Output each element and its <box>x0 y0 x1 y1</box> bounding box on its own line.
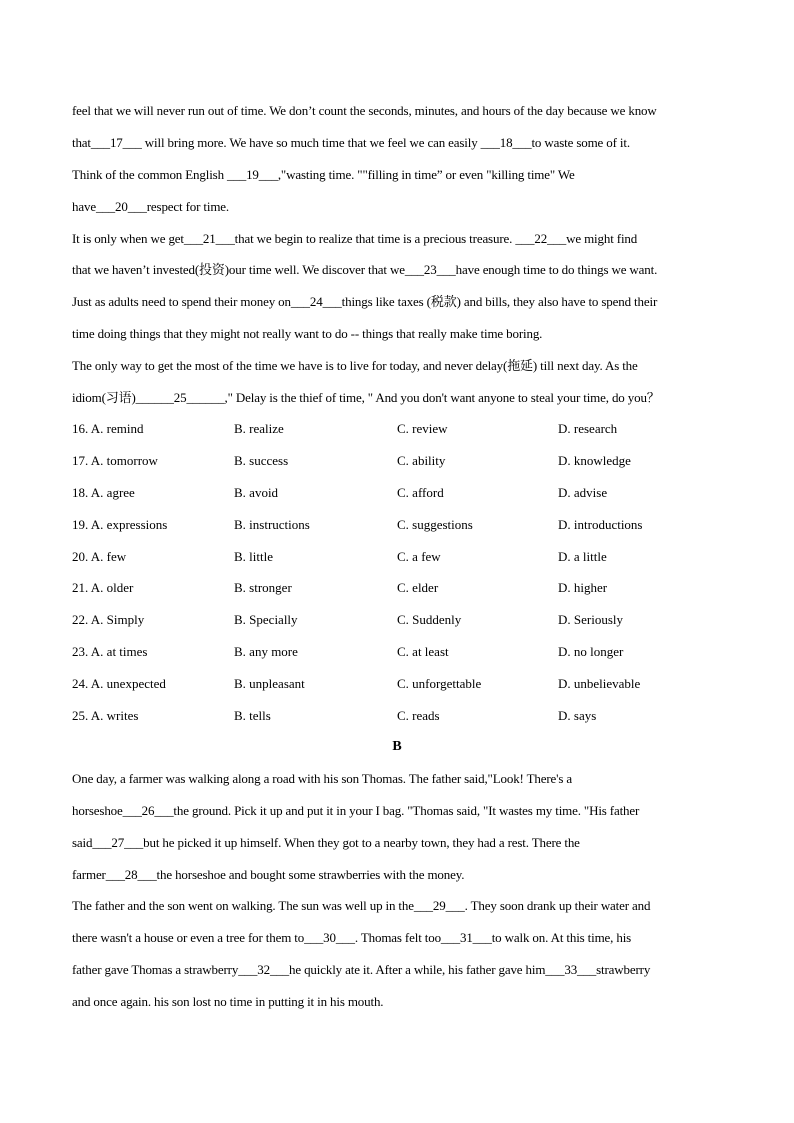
option-b: B. realize <box>234 421 284 436</box>
option-b: B. instructions <box>234 517 310 532</box>
option-a: 22. A. Simply <box>72 612 145 627</box>
option-a: 25. A. writes <box>72 708 139 723</box>
passage-a-line: time doing things that they might not really want to do -- things that really make time boring. <box>72 326 543 341</box>
option-b: B. Specially <box>234 612 298 627</box>
option-d: D. higher <box>558 580 608 595</box>
passage-b-line: One day, a farmer was walking along a road with his son Thomas. The father said,"Look! There's a <box>72 771 572 786</box>
option-c: C. ability <box>397 453 446 468</box>
passage-a-line: It is only when we get___21___that we begin to realize that time is a precious treasure. ___22___we might find <box>72 231 638 246</box>
option-a: 19. A. expressions <box>72 517 168 532</box>
option-b: B. any more <box>234 644 298 659</box>
option-c: C. Suddenly <box>397 612 462 627</box>
option-c: C. elder <box>397 580 439 595</box>
option-c: C. afford <box>397 485 444 500</box>
option-a: 17. A. tomorrow <box>72 453 158 468</box>
option-a: 20. A. few <box>72 549 127 564</box>
option-a: 16. A. remind <box>72 421 144 436</box>
option-b: B. stronger <box>234 580 292 595</box>
passage-a-line: feel that we will never run out of time. We don’t count the seconds, minutes, and hours of the day because we know <box>72 103 657 118</box>
option-a: 18. A. agree <box>72 485 135 500</box>
section-heading: B <box>392 739 402 754</box>
passage-a-line: that___17___ will bring more. We have so much time that we feel we can easily ___18___to waste some of it. <box>72 135 630 150</box>
option-d: D. a little <box>558 549 607 564</box>
passage-b-line: farmer___28___the horseshoe and bought some strawberries with the money. <box>72 867 465 882</box>
option-b: B. success <box>234 453 289 468</box>
option-c: C. suggestions <box>397 517 473 532</box>
option-d: D. introductions <box>558 517 643 532</box>
option-b: B. tells <box>234 708 271 723</box>
passage-a-line: that we haven’t invested(投资)our time well. We discover that we___23___have enough time to do things we want. <box>72 262 658 277</box>
option-b: B. avoid <box>234 485 279 500</box>
option-c: C. at least <box>397 644 449 659</box>
option-a: 21. A. older <box>72 580 134 595</box>
option-d: D. research <box>558 421 618 436</box>
option-c: C. a few <box>397 549 441 564</box>
option-a: 23. A. at times <box>72 644 148 659</box>
option-b: B. unpleasant <box>234 676 305 691</box>
passage-a-line: idiom(习语)______25______," Delay is the thief of time, " And you don't want anyone to steal your time, do you？ <box>72 390 660 405</box>
option-d: D. advise <box>558 485 608 500</box>
option-c: C. reads <box>397 708 440 723</box>
passage-b-line: there wasn't a house or even a tree for them to___30___. Thomas felt too___31___to walk on. At this time, his <box>72 930 632 945</box>
passage-b-line: said___27___but he picked it up himself. When they got to a nearby town, they had a rest. There the <box>72 835 580 850</box>
passage-b-line: and once again. his son lost no time in putting it in his mouth. <box>72 994 384 1009</box>
passage-a-line: Just as adults need to spend their money on___24___things like taxes (税款) and bills, they also have to spend their <box>72 294 658 309</box>
passage-b-line: father gave Thomas a strawberry___32___he quickly ate it. After a while, his father gave him___33___strawberry <box>72 962 651 977</box>
option-d: D. says <box>558 708 597 723</box>
option-d: D. knowledge <box>558 453 631 468</box>
passage-a-line: The only way to get the most of the time we have is to live for today, and never delay(拖延) till next day. As the <box>72 358 638 373</box>
passage-b-line: The father and the son went on walking. The sun was well up in the___29___. They soon drank up their water and <box>72 898 651 913</box>
option-d: D. Seriously <box>558 612 623 627</box>
option-c: C. review <box>397 421 448 436</box>
option-d: D. no longer <box>558 644 624 659</box>
option-d: D. unbelievable <box>558 676 641 691</box>
passage-a-line: have___20___respect for time. <box>72 199 230 214</box>
option-c: C. unforgettable <box>397 676 482 691</box>
option-a: 24. A. unexpected <box>72 676 166 691</box>
option-b: B. little <box>234 549 273 564</box>
passage-b-line: horseshoe___26___the ground. Pick it up and put it in your I bag. "Thomas said, "It wastes my time. "His father <box>72 803 640 818</box>
passage-a-line: Think of the common English ___19___,"wasting time. ""filling in time” or even "killing time" We <box>72 167 575 182</box>
